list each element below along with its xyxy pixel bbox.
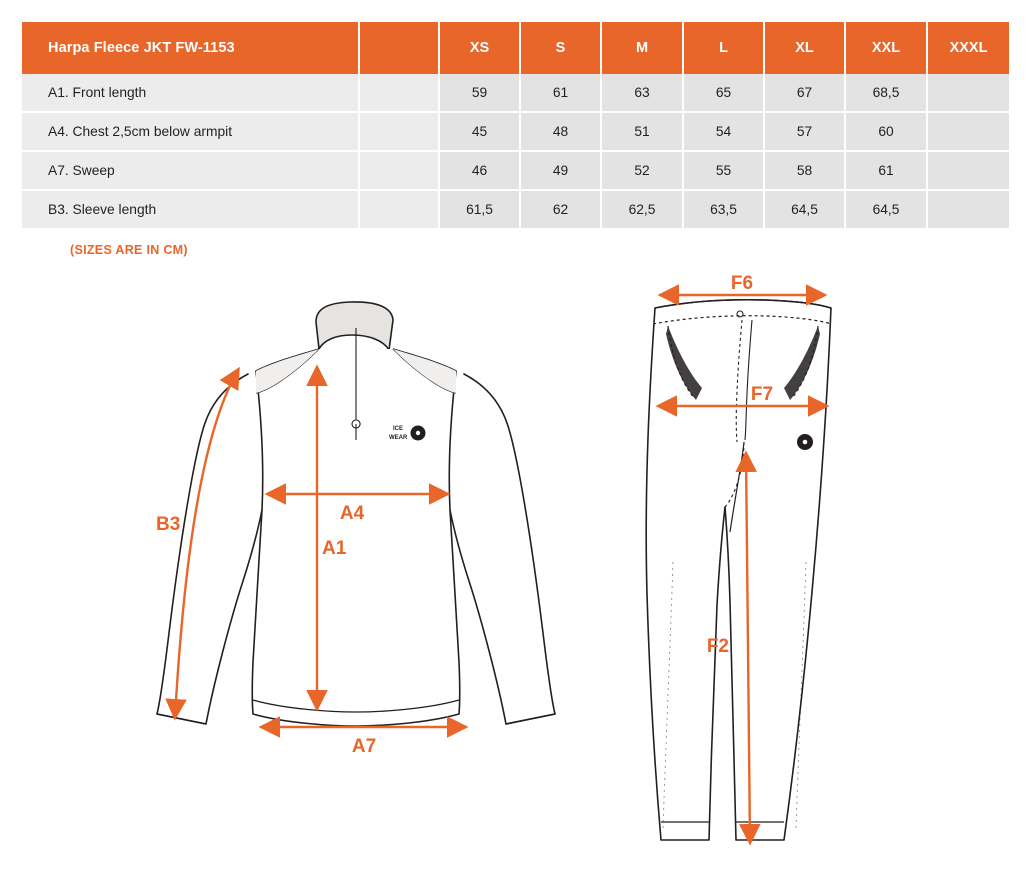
cell-value: 58 (764, 151, 845, 190)
measure-label-f2: F2 (706, 636, 729, 657)
pants-brand-mark-icon (797, 434, 813, 450)
cell-value: 65 (683, 74, 764, 112)
table-row (22, 112, 1009, 151)
cell-value: 55 (683, 151, 764, 190)
row-spacer-cell (359, 112, 439, 151)
table-title: Harpa Fleece JKT FW-1153 (22, 22, 359, 74)
cell-value: 64,5 (845, 190, 927, 229)
row-spacer-cell (359, 74, 439, 112)
size-header-xs: XS (439, 22, 520, 74)
measure-label-a1: A1 (322, 538, 347, 559)
row-spacer-cell (359, 190, 439, 229)
cell-value: 63 (601, 74, 683, 112)
cell-value: 67 (764, 74, 845, 112)
row-label: A4. Chest 2,5cm below armpit (22, 112, 359, 151)
measure-label-a4: A4 (339, 503, 365, 524)
cell-value: 51 (601, 112, 683, 151)
cell-value (927, 112, 1009, 151)
cell-value: 60 (845, 112, 927, 151)
size-table (22, 22, 1009, 230)
measure-label-b3: B3 (156, 514, 181, 535)
table-header-row (22, 22, 1009, 74)
cell-value (927, 74, 1009, 112)
cell-value: 68,5 (845, 74, 927, 112)
pants-diagram (646, 273, 832, 842)
cell-value: 52 (601, 151, 683, 190)
brand-line2: WEAR (389, 435, 408, 441)
size-header-xl: XL (764, 22, 845, 74)
cell-value: 46 (439, 151, 520, 190)
measure-label-a7: A7 (351, 736, 377, 757)
units-note: (SIZES ARE IN CM) (70, 243, 188, 257)
garment-illustrations (0, 262, 1031, 882)
cell-value: 54 (683, 112, 764, 151)
fleece-jacket-diagram (156, 302, 555, 757)
cell-value: 64,5 (764, 190, 845, 229)
cell-value: 62 (520, 190, 601, 229)
cell-value (927, 151, 1009, 190)
cell-value: 63,5 (683, 190, 764, 229)
measure-label-f7: F7 (750, 384, 774, 405)
size-header-xxl: XXL (845, 22, 927, 74)
size-header-s: S (520, 22, 601, 74)
row-label: A7. Sweep (22, 151, 359, 190)
row-spacer-cell (359, 151, 439, 190)
brand-line1: ICE (393, 426, 404, 432)
cell-value: 61 (520, 74, 601, 112)
cell-value: 48 (520, 112, 601, 151)
size-header-xxxl: XXXL (927, 22, 1009, 74)
cell-value: 57 (764, 112, 845, 151)
cell-value (927, 190, 1009, 229)
size-table-container (22, 22, 1009, 230)
header-spacer-cell (359, 22, 439, 74)
cell-value: 59 (439, 74, 520, 112)
table-row (22, 74, 1009, 112)
table-row (22, 151, 1009, 190)
size-header-l: L (683, 22, 764, 74)
row-label: A1. Front length (22, 74, 359, 112)
cell-value: 61 (845, 151, 927, 190)
row-label: B3. Sleeve length (22, 190, 359, 229)
cell-value: 45 (439, 112, 520, 151)
measure-label-f6: F6 (730, 273, 754, 294)
table-row (22, 190, 1009, 229)
cell-value: 61,5 (439, 190, 520, 229)
size-header-m: M (601, 22, 683, 74)
cell-value: 49 (520, 151, 601, 190)
cell-value: 62,5 (601, 190, 683, 229)
